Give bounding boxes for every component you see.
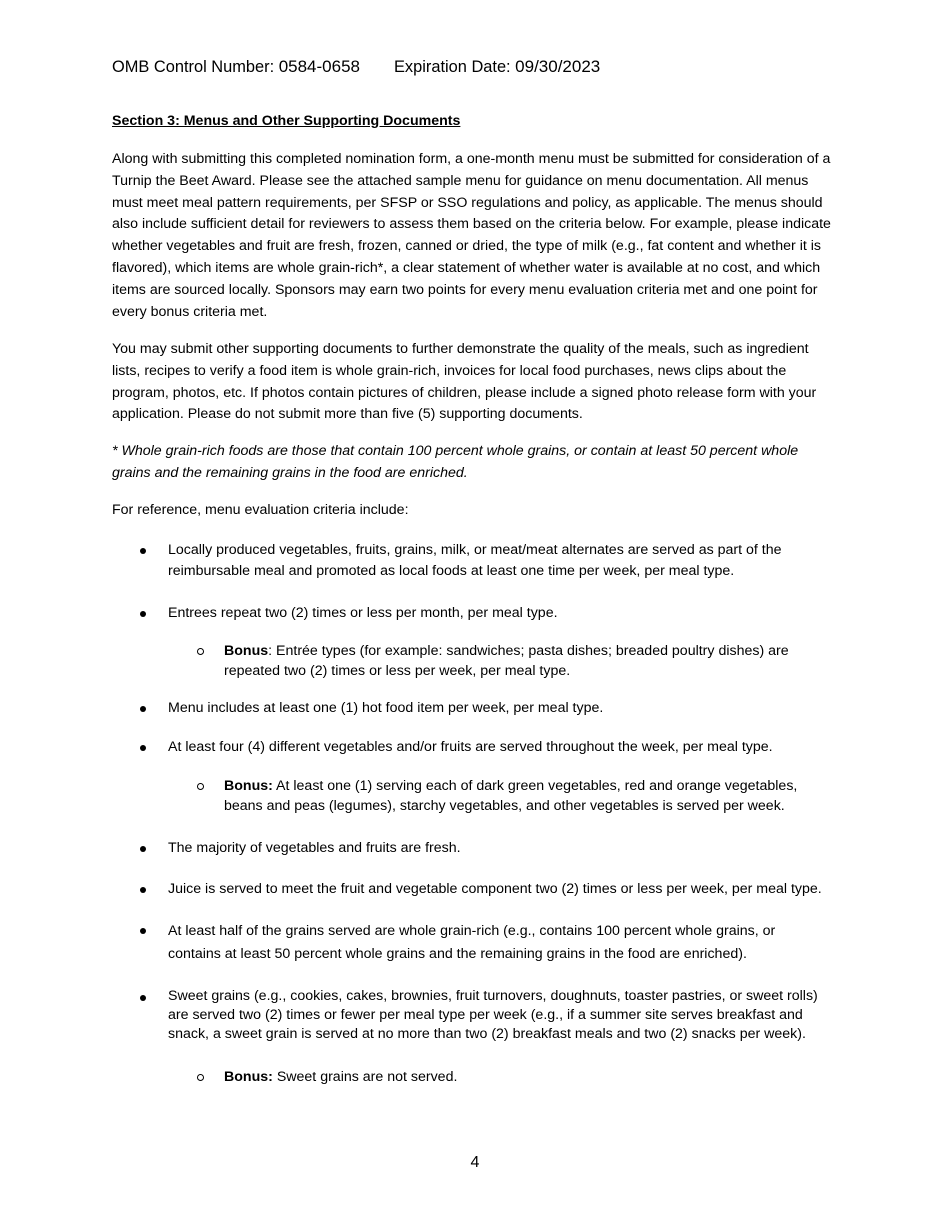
bullet-icon — [140, 887, 146, 893]
criteria-text: Menu includes at least one (1) hot food item per week, per meal type. — [168, 700, 604, 716]
criteria-text: Locally produced vegetables, fruits, grains, milk, or meat/meat alternates are served as part of the reimbursable meal and promoted as local foods at least one time per week, per meal type. — [168, 542, 782, 579]
bonus-label: Bonus: — [224, 1069, 273, 1085]
bonus-label: Bonus: — [224, 778, 273, 794]
footnote-whole-grain: * Whole grain-rich foods are those that contain 100 percent whole grains, or contain at least 50 percent whole grains and the remaining grains in the food are enriched. — [112, 443, 799, 481]
bonus-text: At least one (1) serving each of dark green vegetables, red and orange vegetables, beans and peas (legumes), starchy vegetables, and other vegetables is served per week. — [224, 778, 798, 814]
bonus-text: : Entrée types (for example: sandwiches; pasta dishes; breaded poultry dishes) are repeated two (2) times or less per week, per meal type. — [224, 643, 789, 679]
circle-bullet-icon — [197, 648, 204, 655]
criteria-text: The majority of vegetables and fruits are fresh. — [168, 840, 461, 856]
criteria-text: At least half of the grains served are whole grain-rich (e.g., contains 100 percent whole grains, or contains at least 50 percent whole grains and the remaining grains in the food are enriched). — [168, 923, 776, 962]
bullet-icon — [140, 706, 146, 712]
bonus-label: Bonus — [224, 643, 269, 659]
bullet-icon — [140, 928, 146, 934]
section-title: Section 3: Menus and Other Supporting Documents — [112, 113, 461, 129]
omb-number: 0584-0658 — [278, 57, 360, 76]
criteria-text: Juice is served to meet the fruit and vegetable component two (2) times or less per week, per meal type. — [168, 881, 822, 897]
criteria-intro: For reference, menu evaluation criteria include: — [112, 502, 409, 518]
bullet-icon — [140, 548, 146, 554]
header — [112, 56, 600, 78]
page-number: 4 — [470, 1154, 480, 1171]
paragraph-menu-submission: Along with submitting this completed nomination form, a one-month menu must be submitted for consideration of a Turnip the Beet Award. Please see the attached sample menu for guidance on menu documentation. All menus must meet meal pattern requirements, per SFSP or SSO regulations and policy, as applicable. The menus should also include sufficient detail for reviewers to assess them based on the criteria below. For example, please indicate whether vegetables and fruit are fresh, frozen, canned or dried, the type of milk (e.g., fat content and whether it is flavored), which items are whole grain-rich*, a clear statement of whether water is available at no cost, and which items are sourced locally. Sponsors may earn two points for every menu evaluation criteria met and one point for every bonus criteria met. — [112, 151, 831, 320]
bonus-text: Sweet grains are not served. — [272, 1069, 458, 1085]
criteria-text: At least four (4) different vegetables and/or fruits are served throughout the week, per meal type. — [168, 739, 773, 755]
paragraph-supporting-documents: You may submit other supporting documents to further demonstrate the quality of the meals, such as ingredient lists, recipes to verify a food item is whole grain-rich, invoices for local food purchases, news clips about the program, photos, etc. If photos contain pictures of children, please include a signed photo release form with your application. Please do not submit more than five (5) supporting documents. — [112, 341, 817, 423]
circle-bullet-icon — [197, 1074, 204, 1081]
bullet-icon — [140, 846, 146, 852]
expiration-label: Expiration Date: — [394, 58, 516, 76]
omb-label: OMB Control Number: — [112, 58, 279, 76]
expiration-date: 09/30/2023 — [515, 57, 601, 76]
bullet-icon — [140, 995, 146, 1001]
criteria-text: Entrees repeat two (2) times or less per month, per meal type. — [168, 605, 558, 621]
criteria-text: Sweet grains (e.g., cookies, cakes, brownies, fruit turnovers, doughnuts, toaster pastries, or sweet rolls) are served two (2) times or fewer per meal type per week (e.g., if a summer site serves breakfast and snack, a sweet grain is served at no more than two (2) breakfast meals and two (2) snacks per week). — [168, 988, 818, 1042]
circle-bullet-icon — [197, 783, 204, 790]
bullet-icon — [140, 745, 146, 751]
bullet-icon — [140, 611, 146, 617]
